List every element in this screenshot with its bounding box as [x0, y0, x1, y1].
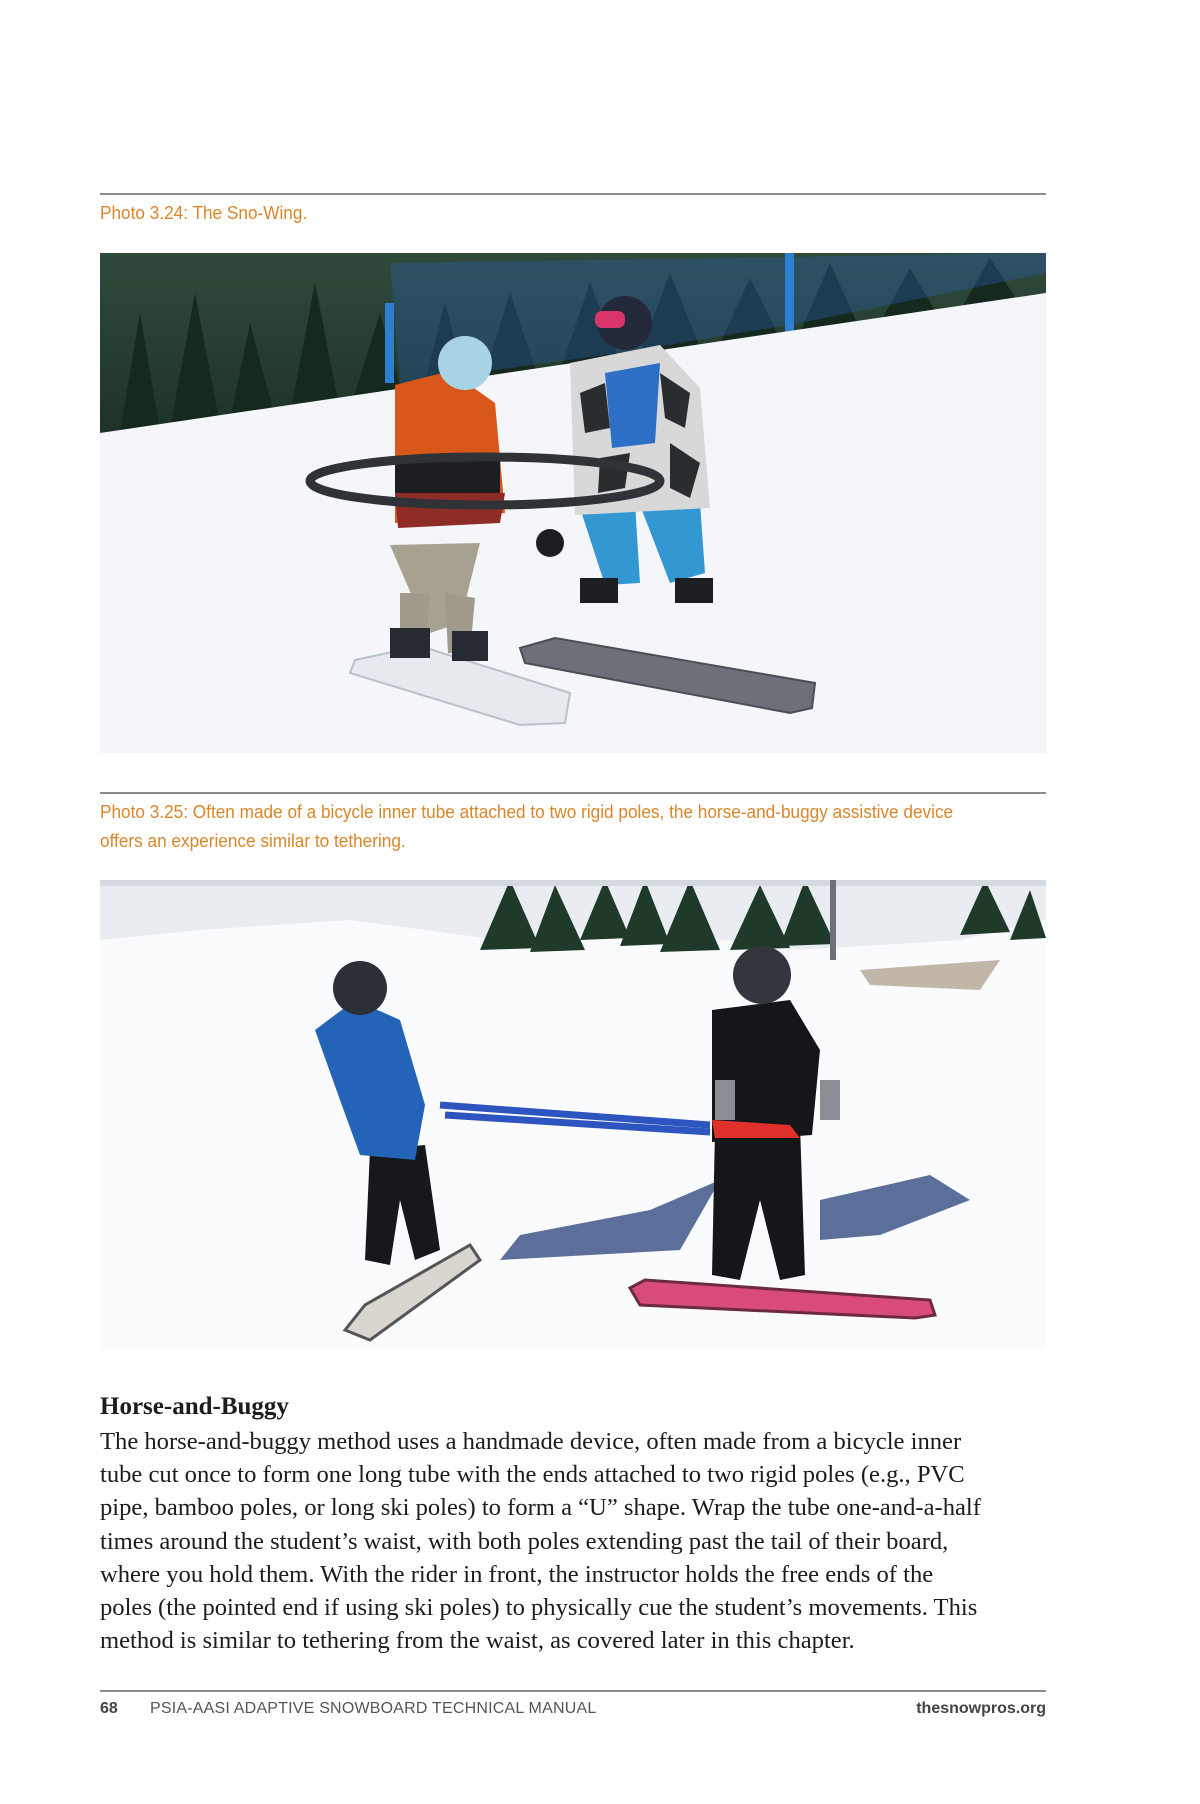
body-line: tube cut once to form one long tube with the ends attached to two rigid poles (e.g., PVC	[100, 1461, 965, 1489]
body-line: pipe, bamboo poles, or long ski poles) to form a “U” shape. Wrap the tube one-and-a-half	[100, 1494, 981, 1522]
footer-rule	[100, 1690, 1046, 1692]
body-line: times around the student’s waist, with both poles extending past the tail of their board,	[100, 1527, 949, 1555]
body-line: poles (the pointed end if using ski poles) to physically cue the student’s movements. This	[100, 1594, 978, 1622]
website-link[interactable]: thesnowpros.org	[916, 1700, 1046, 1717]
section-heading: Horse-and-Buggy	[100, 1393, 289, 1420]
manual-title: PSIA-AASI ADAPTIVE SNOWBOARD TECHNICAL MANUAL	[150, 1700, 597, 1717]
photo-caption-3-25: Photo 3.25: Often made of a bicycle inner tube attached to two rigid poles, the horse-and-buggy assistive device offers an experience similar to tethering.	[100, 801, 954, 851]
page-number: 68	[100, 1700, 118, 1717]
page-footer	[100, 1700, 1046, 1724]
body-line: The horse-and-buggy method uses a handmade device, often made from a bicycle inner	[100, 1428, 962, 1455]
body-line: method is similar to tethering from the waist, as covered later in this chapter.	[100, 1627, 855, 1655]
body-line: where you hold them. With the rider in front, the instructor holds the free ends of the	[100, 1560, 934, 1588]
caption-rule-middle	[100, 792, 1046, 794]
section-body	[100, 1425, 1060, 1657]
photo-sno-wing	[100, 253, 1046, 753]
photo-caption-3-24: Photo 3.24: The Sno-Wing.	[100, 202, 308, 223]
photo-horse-and-buggy	[100, 880, 1046, 1350]
caption-rule-top	[100, 193, 1046, 195]
